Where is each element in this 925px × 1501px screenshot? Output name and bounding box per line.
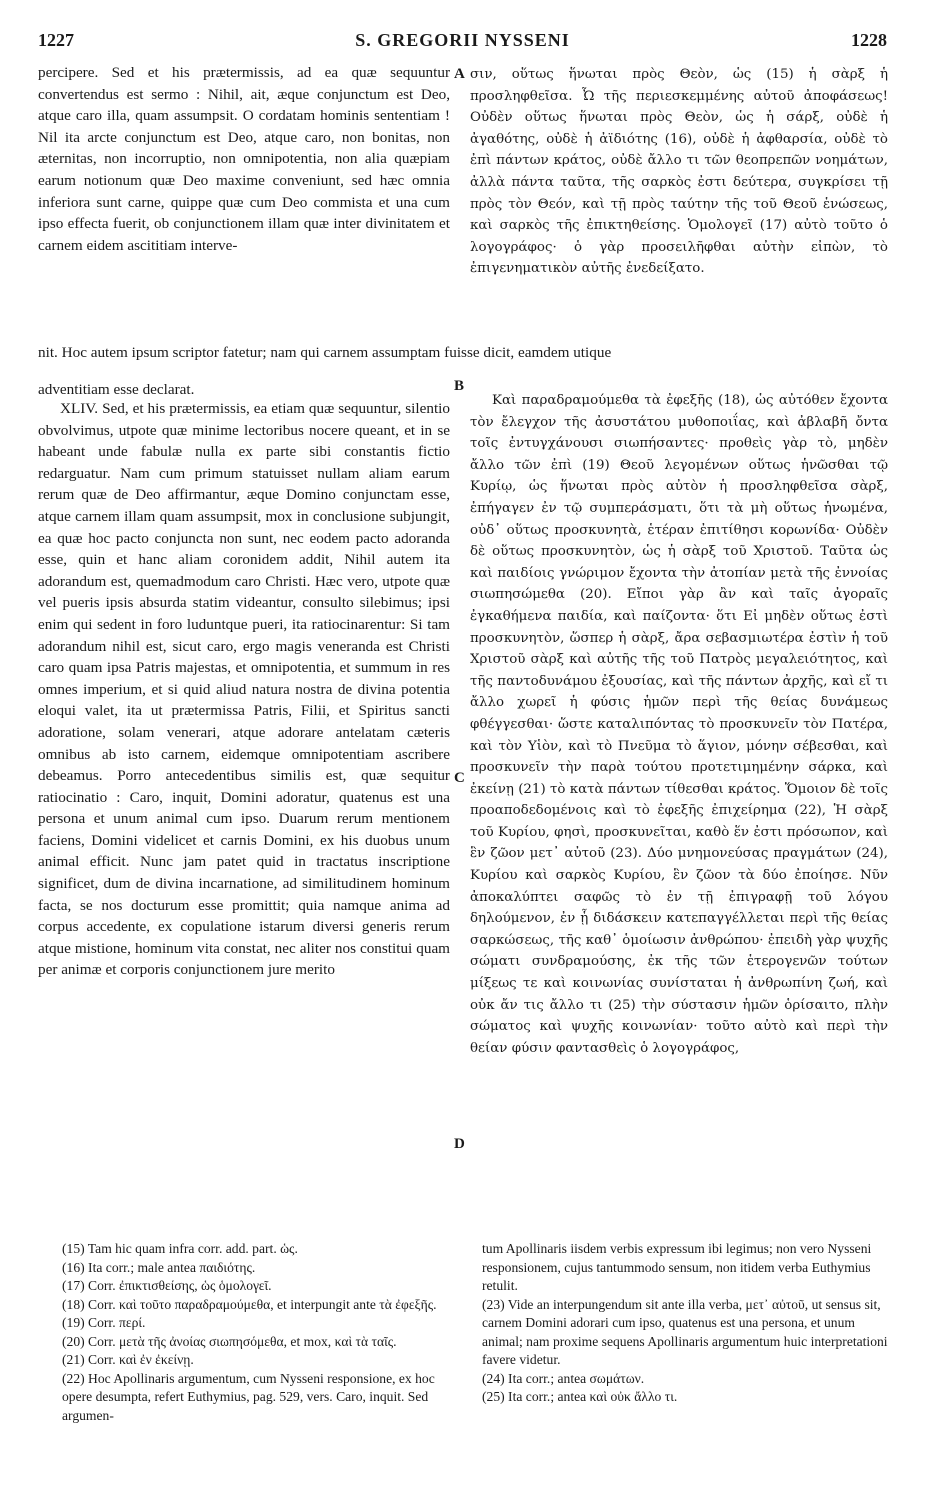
footnotes-left xyxy=(62,1240,457,1425)
greek-paragraph-top: σιν, οὕτως ἥνωται πρὸς Θεὸν, ὡς (15) ἡ σὰρξ ἡ προσληφθεῖσα. Ὦ τῆς περιεσκεμμένης αὐτοῦ ἀποφάσεως! Οὐδὲν οὕτως ἥνωται πρὸς Θεὸν, ὡς ἡ σάρξ, οὐδὲ ἡ ἀγαθότης, οὐδὲ ἡ ἀϊδιότης (16), οὐδὲ ἡ ἀφθαρσία, οὐδὲ τὸ ἐπὶ πάντων κράτος, οὐδὲ ἄλλο τι τῶν θεοπρεπῶν νοημάτων, ἀλλὰ πάντα ταῦτα, τῆς σαρκὸς ἐστι δεύτερα, συγκρίσει τῇ πρὸς τὸν Θεόν, καὶ τῇ πρὸς ταύτην τῆς τοῦ Θεοῦ ἑνώσεως, καὶ σαρκὸς τῆς ἐπικτηθείσης. Ὁμολογεῖ (17) αὐτὸ τοῦτο ὁ λογογράφος· ὁ γὰρ προσειλῆφθαι αὐτὴν εἰπὼν, τὸ ἐπιγενηματικὸν αὐτῆς ἐνεδείξατο. xyxy=(470,67,888,277)
latin-column-main xyxy=(38,398,450,981)
page-number-right: 1228 xyxy=(851,30,887,50)
latin-paragraph-xliv: XLIV. Sed, et his prætermissis, ea etiam quæ sequuntur, silentio obvolvimus, utpote quæ minime lectoribus nocere queant, et in se habeant unde fabulæ nulla ex parte sibi constantis fictio redarguatur. Nam cum primum statuisset nullam aliam earum rerum quæ de Deo affirmantur, æque Domino conjunctam esse, atque carnem illam quam assumpsit, mox in conclusione subjungit, ea quæ hoc pacto conjuncta non sunt, nec eodem pacto adoranda esse, quin et hanc aliam coronidem addit, Nihil autem ita adorandum est, quemadmodum caro Christi. Hæc vero, utpote quæ vel pueris ipsis absurda statim videantur, consulto silebimus; ipsi enim qui sedent in foro luduntque pueri, ita ratiocinarentur: Si tam adorandum nihil est, sicut caro, ergo magis veneranda est Christi caro quam ipsa Patris majestas, et omnipotentia, et summum in res omnes imperium, et si quid aliud natura nostra de divina potentia eloqui valet, ita ut prætermissa Patris, Filii, et Spiritus sancti adoratione, solam venerari, atque adorare antelatam cæteris omnibus ab isto carnem, eidemque omnipotentiam ascribere debeamus. Porro antecedentibus similis est, quæ sequitur ratiocinatio : Caro, inquit, Domini adoratur, quatenus est una persona et unum animal cum ipso. Duarum rerum mentionem faciens, Domini videlicet et carnis Domini, ex his duobus unum animal efficit. Nunc jam patet quid in tractatus inscriptione significet, dum de divina incarnatione, ad similitudinem hominum facta, se nos docturum esse promittit; quia namque anima ad corpus accedente, ex copulatione istarum diversi generis rerum atque mistione, hominum vita constat, nec aliter nos constitui quam per animæ et corporis conjunctionem jure merito xyxy=(38,400,450,979)
greek-column-top xyxy=(470,64,888,280)
margin-marker-b: B xyxy=(454,378,465,394)
footnotes-right xyxy=(482,1240,888,1407)
footnote: (25) Ita corr.; antea καὶ οὐκ ἄλλο τι. xyxy=(482,1389,678,1404)
bridge-line: nit. Hoc autem ipsum scriptor fatetur; nam qui carnem assumptam fuisse dicit, eamdem utique xyxy=(38,344,612,362)
footnote: (16) Ita corr.; male antea παιδιότης. xyxy=(62,1259,256,1275)
footnote: (15) Tam hic quam infra corr. add. part. ὡς. xyxy=(62,1241,298,1256)
latin-paragraph-top: percipere. Sed et his prætermissis, ad ea quæ sequuntur convertendus est sermo : Nihil, ait, æque conjunctum est Deo, atque caro illa, quam assumpsit. O cordatam hominis sententiam ! Nil ita arcte conjunctum est Deo, atque caro, non bonitas, non æternitas, non incorruptio, non omnipotentia, non alia quæpiam earum notionum quæ Deo maxime conveniunt, sed hæc omnia inferiora sunt carne, quippe quæ cum Deo commista et una cum ipso effecta fuerit, ob conjunctionem illam quæ inter divinitatem et carnem eidem ascititiam interve- xyxy=(38,64,450,254)
latin-column-top xyxy=(38,62,450,256)
margin-marker-d: D xyxy=(454,1136,465,1152)
footnote: (18) Corr. καὶ τοῦτο παραδραμούμεθα, et interpungit ante τὰ ἐφεξῆς. xyxy=(62,1296,437,1312)
bridge-tail: adventitiam esse declarat. xyxy=(38,380,195,398)
margin-marker-a: A xyxy=(454,66,465,82)
page-title: S. GREGORII NYSSENI xyxy=(355,30,570,50)
footnote: (23) Vide an interpungendum sit ante illa verba, μετ᾽ αὐτοῦ, ut sensus sit, carnem Domini adorari cum ipso, quatenus est una persona, et unum animal; nam proxime sequens Apollinaris argumentum huic interpretationi favere videtur. xyxy=(482,1296,888,1367)
footnote: tum Apollinaris iisdem verbis expressum ibi legimus; non vero Nysseni responsionem, cujus tantummodo sensum, non itidem verba Euthymius retulit. xyxy=(482,1241,872,1293)
footnote: (22) Hoc Apollinaris argumentum, cum Nysseni responsione, ex hoc opere desumpta, refert Euthymius, pag. 529, vers. Caro, inquit. Sed argumen- xyxy=(62,1370,435,1423)
footnote: (24) Ita corr.; antea σωμάτων. xyxy=(482,1370,645,1386)
running-header xyxy=(38,30,887,56)
footnote: (20) Corr. μετὰ τῆς ἀνοίας σιωπησόμεθα, et mox, καὶ τὰ ταῖς. xyxy=(62,1333,397,1349)
greek-paragraph-main: Καὶ παραδραμούμεθα τὰ ἐφεξῆς (18), ὡς αὐτόθεν ἔχοντα τὸν ἔλεγχον τῆς ἀσυστάτου μυθοποιΐας, καὶ ἀβλαβῆ ὄντα τοῖς ἐντυγχάνουσι σιωπήσαντες· προθεὶς γὰρ τὸ, μηδὲν ἄλλο τῶν ἐπὶ (19) Θεοῦ λεγομένων οὕτως ἡνῶσθαι τῷ Κυρίῳ, ὡς ἥνωται πρὸς αὐτὸν ἡ προσληφθεῖσα σὰρξ, ἐπήγαγεν ἐν τῷ συμπεράσματι, ὅτι τὰ μὴ οὕτως ἡνωμένα, οὐδ᾽ οὕτως προσκυνητὰ, ἑτέραν ἐπιτίθησι κορωνίδα· Οὐδὲν δὲ οὕτως προσκυνητὸν, ὡς ἡ σὰρξ τοῦ Χριστοῦ. Ταῦτα ὡς καὶ παιδίοις γνώριμον ἔχοντα τὴν ἀτοπίαν μετὰ τῆς ἐννοίας σιωπησώμεθα (20). Εἴποι γὰρ ἂν καὶ ταῖς ἀγοραῖς ἐγκαθήμενα παιδία, καὶ παίζοντα· ὅτι Εἰ μηδὲν οὕτως ἐστὶ προσκυνητὸν, ὥσπερ ἡ σὰρξ, ἄρα σεβασμιωτέρα ἐστὶν ἡ τοῦ Χριστοῦ σὰρξ καὶ αὐτῆς τῆς τοῦ Πατρὸς μεγαλειότητος, καὶ τῆς παντοδυνάμου ἐξουσίας, καὶ τῆς πάντων ἀρχῆς, καὶ εἴ τι ἄλλο χωρεῖ ἡ φύσις ἡμῶν περὶ τῆς θείας δυνάμεως φθέγγεσθαι· ὥστε καταλιπόντας τὸ προσκυνεῖν τὸν Πατέρα, καὶ τὸν Υἱὸν, καὶ τὸ Πνεῦμα τὸ ἅγιον, μόνην σέβεσθαι, καὶ προσκυνεῖν τὴν παρὰ τούτου προτετιμημένην σάρκα, καὶ ἐκείνῃ (21) τὸ κατὰ πάντων τίθεσθαι κράτος. Ὅμοιον δὲ τοῖς προαποδεδομένοις καὶ τὸ ἐφεξῆς ἐπιχείρημα (22), Ἡ σὰρξ τοῦ Κυρίου, φησὶ, προσκυνεῖται, καθὸ ἕν ἐστι πρόσωπον, καὶ ἓν ζῶον μετ᾽ αὐτοῦ (23). Δύο μνημονεύσας πραγμάτων (24), Κυρίου καὶ σαρκὸς Κυρίου, ἓν ζῶον τὰ δύο ἐποίησε. Νῦν ἀποκαλύπτει σαφῶς τὸ ἐν τῇ ἐπιγραφῇ τοῦ λόγου δηλούμενον, ἐν ᾗ διδάσκειν κατεπαγγέλλεται περὶ τῆς θείας σαρκώσεως, τῆς καθ᾽ ὁμοίωσιν ἀνθρώπου· ἐπειδὴ γὰρ ψυχῆς σώματι συνδραμούσης, ἐκ τῆς τῶν ἑτερογενῶν τούτων μίξεως τε καὶ κοινωνίας συνίσταται ἡ ἀνθρωπίνη ζωή, καὶ οὐκ ἄν τις ἄλλο τι (25) τὴν σύστασιν ἡμῶν ὁρίσαιτο, πλὴν σώματος καὶ ψυχῆς κοινωνίαν· τοῦτο αὐτὸ καὶ περὶ τὴν θείαν φύσιν φαντασθεὶς ὁ λογογράφος, xyxy=(470,393,888,1056)
footnote: (17) Corr. ἐπικτισθείσης, ὡς ὁμολογεῖ. xyxy=(62,1278,272,1293)
greek-column-main xyxy=(470,390,888,1059)
footnote: (21) Corr. καὶ ἐν ἐκείνῃ. xyxy=(62,1352,194,1367)
footnote: (19) Corr. περί. xyxy=(62,1315,146,1330)
margin-marker-c: C xyxy=(454,770,465,786)
page-number-left: 1227 xyxy=(38,30,74,50)
